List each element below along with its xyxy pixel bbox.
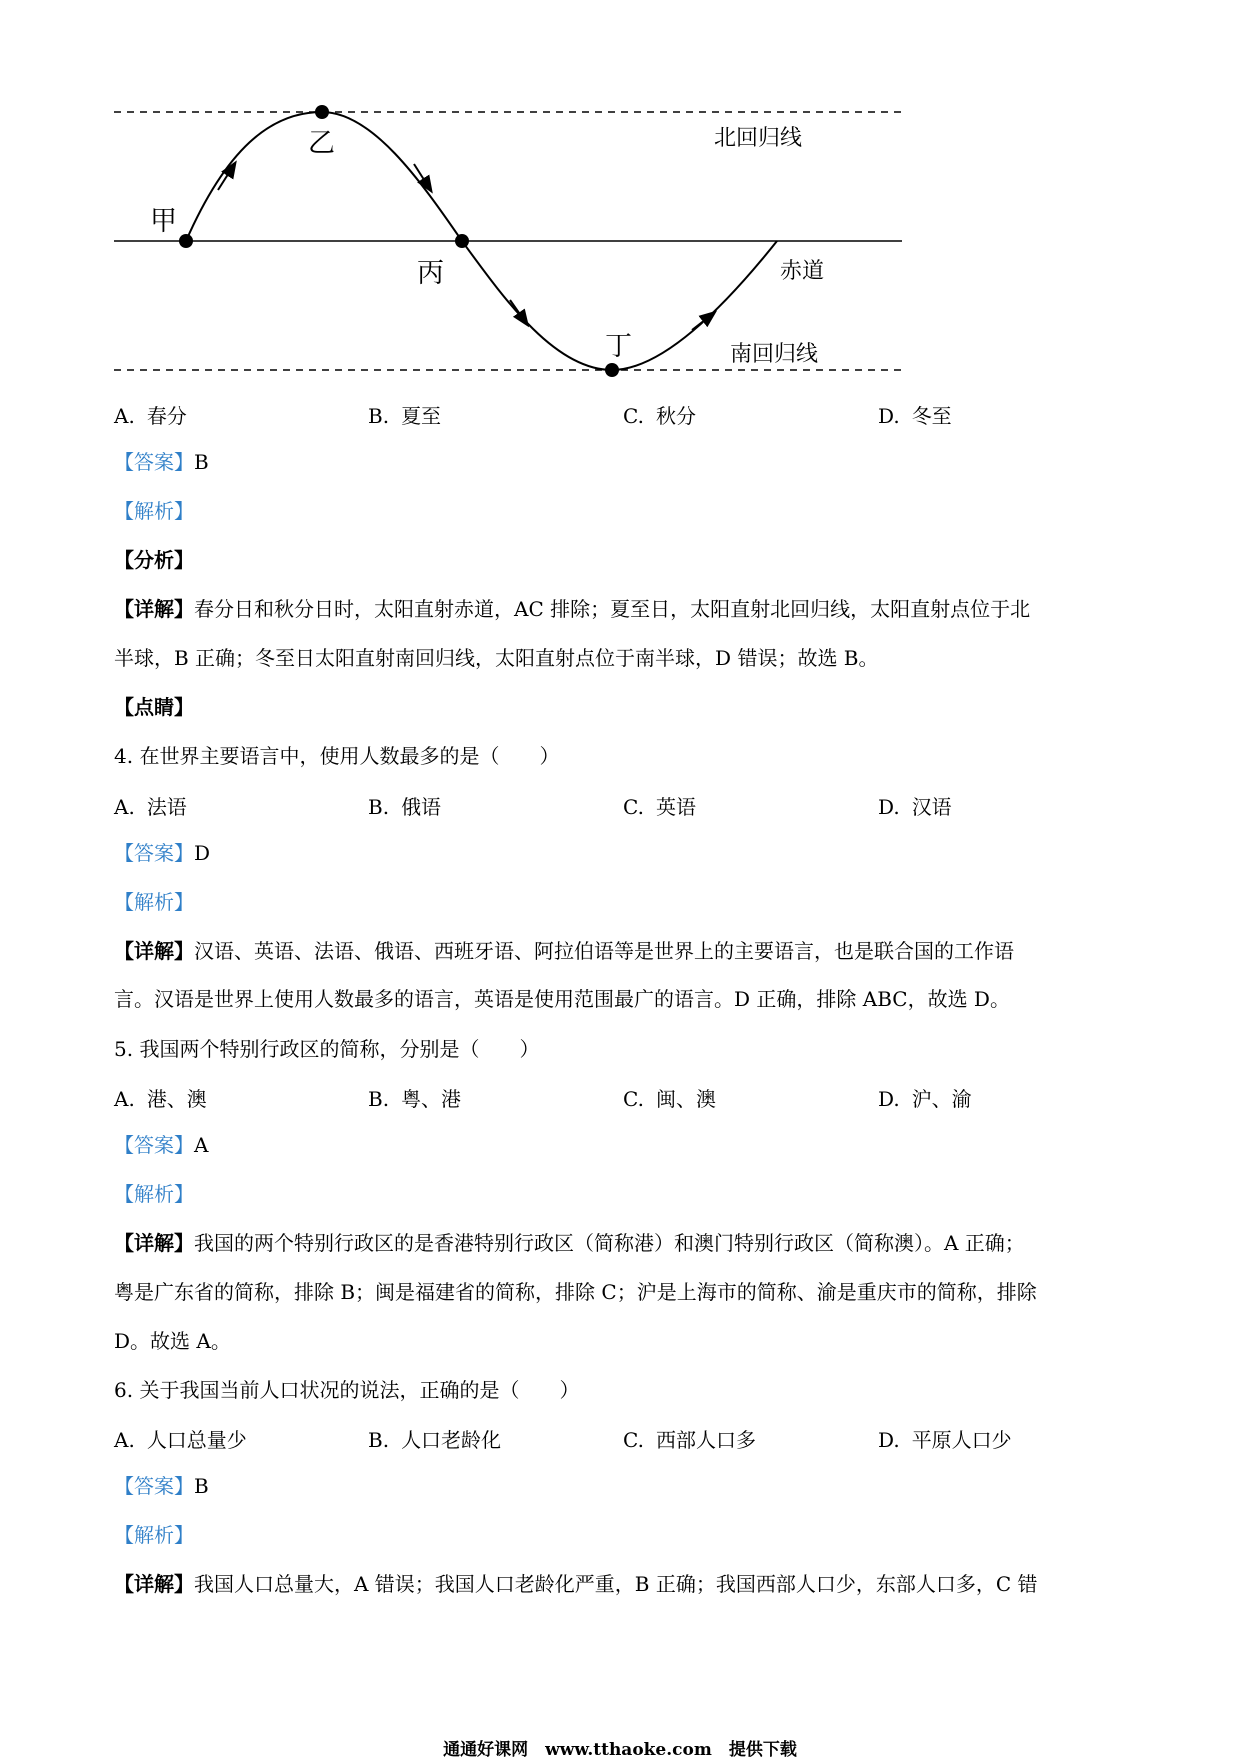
label-ding: 丁 [605, 331, 632, 362]
q3-option-d: D. 冬至 [878, 404, 952, 428]
q3-option-a: A. 春分 [114, 404, 187, 428]
q4-analysis-tag: 【解析】 [114, 890, 194, 914]
label-equator: 赤道 [780, 259, 825, 284]
q3-option-b: B. 夏至 [368, 404, 442, 428]
q4-option-a: A. 法语 [114, 795, 187, 819]
label-tropic-cancer: 北回归线 [714, 126, 803, 151]
q4-detail-line1: 【详解】汉语、英语、法语、俄语、西班牙语、阿拉伯语等是世界上的主要语言，也是联合国的工作语 [114, 939, 1014, 963]
point-jia [179, 234, 193, 248]
q3-dianjing-tag: 【点睛】 [114, 695, 194, 719]
q5-option-a: A. 港、澳 [114, 1087, 207, 1111]
q5-detail-line1: 【详解】我国的两个特别行政区的是香港特别行政区（简称港）和澳门特别行政区（简称澳）。A 正确； [114, 1231, 1025, 1255]
q5-option-b: B. 粤、港 [368, 1087, 462, 1111]
q3-detail-line2: 半球，B 正确；冬至日太阳直射南回归线，太阳直射点位于南半球，D 错误；故选 B。 [114, 646, 879, 670]
q6-option-b: B. 人口老龄化 [368, 1428, 502, 1452]
q5-answer: 【答案】A [114, 1133, 209, 1157]
page-footer: 通通好课网 www.tthaoke.com 提供下载 [443, 1740, 797, 1760]
sun-path-diagram [0, 0, 1240, 390]
q6-option-a: A. 人口总量少 [114, 1428, 247, 1452]
point-bing [455, 234, 469, 248]
label-bing: 丙 [417, 258, 444, 289]
q3-option-c: C. 秋分 [623, 404, 696, 428]
q6-analysis-tag: 【解析】 [114, 1523, 194, 1547]
q5-analysis-tag: 【解析】 [114, 1182, 194, 1206]
q5-question: 5. 我国两个特别行政区的简称，分别是（ ） [114, 1037, 540, 1061]
q3-answer: 【答案】B [114, 450, 209, 474]
point-ding [605, 363, 619, 377]
q6-option-c: C. 西部人口多 [623, 1428, 756, 1452]
arrow-ding-end [692, 316, 710, 330]
q5-option-c: C. 闽、澳 [623, 1087, 716, 1111]
q5-detail-line3: D。故选 A。 [114, 1329, 231, 1353]
q3-analysis-tag: 【解析】 [114, 499, 194, 523]
q4-option-b: B. 俄语 [368, 795, 442, 819]
q3-fenxi-tag: 【分析】 [114, 548, 194, 572]
label-yi: 乙 [308, 128, 335, 159]
label-tropic-capricorn: 南回归线 [730, 342, 819, 367]
q4-question: 4. 在世界主要语言中，使用人数最多的是（ ） [114, 744, 560, 768]
q4-answer: 【答案】D [114, 841, 211, 865]
q6-detail-line1: 【详解】我国人口总量大，A 错误；我国人口老龄化严重，B 正确；我国西部人口少，东部人口多，C 错 [114, 1572, 1038, 1596]
q4-option-c: C. 英语 [623, 795, 696, 819]
q4-detail-line2: 言。汉语是世界上使用人数最多的语言，英语是使用范围最广的语言。D 正确，排除 ABC，故选 D。 [114, 987, 1010, 1011]
label-jia: 甲 [150, 206, 177, 237]
q4-option-d: D. 汉语 [878, 795, 952, 819]
q6-question: 6. 关于我国当前人口状况的说法，正确的是（ ） [114, 1378, 580, 1402]
arrow-bing-ding [510, 300, 524, 320]
q3-detail-line1: 【详解】春分日和秋分日时，太阳直射赤道，AC 排除；夏至日，太阳直射北回归线，太阳直射点位于北 [114, 597, 1031, 621]
q5-detail-line2: 粤是广东省的简称，排除 B；闽是福建省的简称，排除 C；沪是上海市的简称、渝是重庆市的简称，排除 [114, 1280, 1037, 1304]
q5-option-d: D. 沪、渝 [878, 1087, 972, 1111]
q6-option-d: D. 平原人口少 [878, 1428, 1012, 1452]
point-yi [315, 105, 329, 119]
q6-answer: 【答案】B [114, 1474, 209, 1498]
